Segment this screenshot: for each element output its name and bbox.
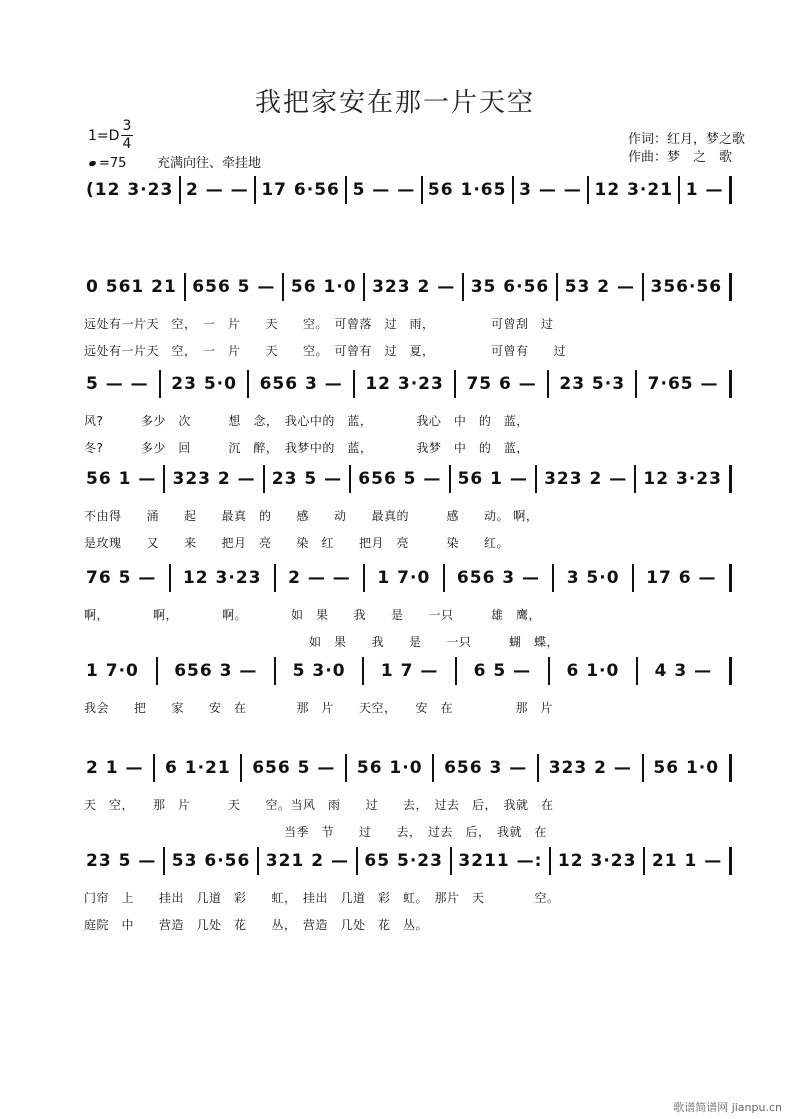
measure: 56 1·0: [290, 277, 357, 297]
measure: 0 561 21: [86, 277, 177, 297]
barline: [642, 273, 644, 301]
measure: 656 5 —: [252, 758, 336, 778]
measure: 656 3 —: [174, 661, 258, 681]
barline: [349, 465, 351, 493]
barline: [363, 564, 365, 592]
measure: 1 7 —: [380, 661, 439, 681]
barline: [156, 657, 158, 685]
barline: [535, 465, 537, 493]
barline: [729, 176, 732, 204]
lyric-line: 冬? 多少 回 沉 醉， 我梦中的 蓝， 我梦 中 的 蓝，: [84, 441, 529, 455]
measure: 321 2 —: [265, 851, 349, 871]
measure: 35 6·56: [470, 277, 550, 297]
measure: 1 —: [685, 180, 724, 200]
lyric-line: 当季 节 过 去， 过去 后， 我就 在: [84, 825, 548, 839]
measure: 17 6 —: [646, 568, 717, 588]
barline: [240, 754, 242, 782]
barline: [449, 465, 451, 493]
tempo-value: =75: [99, 156, 127, 171]
measure: 53 2 —: [564, 277, 636, 297]
lyric-line: 庭院 中 营造 几处 花 丛， 营造 几处 花 丛。: [84, 918, 429, 932]
notation-line: [82, 271, 732, 303]
measure: 2 — —: [185, 180, 249, 200]
measure: 56 1·0: [356, 758, 423, 778]
barline: [729, 465, 732, 493]
measure: 323 2 —: [372, 277, 456, 297]
barline: [263, 465, 265, 493]
measure: 12 3·23: [365, 374, 444, 394]
barline: [548, 657, 550, 685]
barline: [462, 273, 464, 301]
time-bottom: 4: [122, 136, 132, 152]
barline: [363, 273, 365, 301]
measure: 23 5·0: [171, 374, 237, 394]
notation-line: [82, 655, 732, 687]
site-watermark: 歌谱简谱网 jianpu.cn: [673, 1101, 782, 1114]
barline: [345, 754, 347, 782]
measure: 76 5 —: [86, 568, 157, 588]
lyricist-credit: 作词：红月，梦之歌: [628, 132, 746, 147]
lyric-line: 门帘 上 挂出 几道 彩 虹， 挂出 几道 彩 虹。 那片 天 空。: [84, 891, 560, 905]
measure: 1 7·0: [377, 568, 431, 588]
barline: [455, 657, 457, 685]
barline: [547, 370, 549, 398]
measure: 5 — —: [352, 180, 416, 200]
barline: [537, 754, 539, 782]
tempo-marking: [89, 156, 126, 171]
measure: 17 6·56: [261, 180, 340, 200]
barline: [421, 176, 423, 204]
barline: [450, 847, 452, 875]
measure: 56 1·65: [427, 180, 507, 200]
lyric-line: 不由得 涌 起 最真 的 感 动 最真的 感 动。 啊，: [84, 509, 539, 523]
measure: 656 3 —: [444, 758, 528, 778]
barline: [432, 754, 434, 782]
measure: 23 5 —: [271, 469, 343, 489]
notation-line: [82, 845, 732, 877]
measure: 7·65 —: [647, 374, 719, 394]
lyric-line: 啊， 啊， 啊。 如 果 我 是 一只 雄 鹰，: [84, 608, 542, 622]
measure: 56 1 —: [86, 469, 157, 489]
barline: [729, 564, 732, 592]
notation-line: [82, 463, 732, 495]
measure: 5 3·0: [292, 661, 346, 681]
measure: 323 2 —: [172, 469, 256, 489]
barline: [642, 754, 644, 782]
lyric-line: 远处有一片天 空， 一 片 天 空。 可曾有 过 夏， 可曾有 过: [84, 344, 567, 358]
barline: [549, 847, 551, 875]
notation-line: [82, 368, 732, 400]
measure: 65 5·23: [364, 851, 443, 871]
barline: [153, 754, 155, 782]
barline: [635, 370, 637, 398]
measure: 6 1·21: [165, 758, 231, 778]
barline: [634, 465, 636, 493]
measure: 3 — —: [519, 180, 582, 200]
barline: [247, 370, 249, 398]
measure: (12 3·23: [86, 180, 174, 200]
barline: [353, 370, 355, 398]
measure: 323 2 —: [548, 758, 632, 778]
barline: [587, 176, 589, 204]
barline: [159, 370, 161, 398]
measure: 1 7·0: [86, 661, 139, 681]
measure: 356·56: [650, 277, 723, 297]
measure: 75 6 —: [466, 374, 537, 394]
lyric-line: 我会 把 家 安 在 那 片 天空， 安 在 那 片: [84, 701, 554, 715]
barline: [184, 273, 186, 301]
barline: [362, 657, 364, 685]
time-top: 3: [122, 118, 132, 134]
barline: [356, 847, 358, 875]
barline: [729, 754, 732, 782]
song-title: 我把家安在那一片天空: [254, 88, 535, 118]
lyric-line: 如 果 我 是 一只 蝴 蝶，: [84, 635, 560, 649]
barline: [729, 847, 732, 875]
measure: 6 1·0: [566, 661, 620, 681]
measure: 21 1 —: [651, 851, 723, 871]
measure: 3211 —:: [458, 851, 543, 871]
barline: [345, 176, 347, 204]
notation-line: [82, 752, 732, 784]
measure: 4 3 —: [654, 661, 713, 681]
barline: [454, 370, 456, 398]
barline: [678, 176, 680, 204]
measure: 12 3·23: [182, 568, 262, 588]
expression-marking: 充满向往、牵挂地: [157, 156, 262, 171]
composer-credit: 作曲：梦 之 歌: [628, 150, 733, 165]
barline: [257, 847, 259, 875]
barline: [163, 847, 165, 875]
barline: [552, 564, 554, 592]
key-signature: 1=D: [88, 128, 120, 144]
barline: [254, 176, 256, 204]
lyric-line: 远处有一片天 空， 一 片 天 空。 可曾落 过 雨， 可曾刮 过: [84, 317, 554, 331]
barline: [274, 564, 276, 592]
barline: [163, 465, 165, 493]
barline: [179, 176, 181, 204]
measure: 323 2 —: [544, 469, 628, 489]
measure: 53 6·56: [171, 851, 251, 871]
measure: 656 3 —: [259, 374, 343, 394]
time-signature: [121, 118, 133, 153]
barline: [282, 273, 284, 301]
measure: 12 3·23: [557, 851, 637, 871]
measure: 23 5·3: [559, 374, 626, 394]
measure: 56 1·0: [653, 758, 720, 778]
measure: 2 — —: [288, 568, 351, 588]
measure: 12 3·21: [594, 180, 674, 200]
barline: [729, 657, 732, 685]
notation-line: [82, 174, 732, 206]
lyric-line: 是玫瑰 又 来 把月 亮 染 红 把月 亮 染 红。: [84, 536, 510, 550]
measure: 6 5 —: [473, 661, 532, 681]
measure: 5 — —: [86, 374, 149, 394]
measure: 3 5·0: [566, 568, 620, 588]
barline: [512, 176, 514, 204]
lyric-line: 风? 多少 次 想 念， 我心中的 蓝， 我心 中 的 蓝，: [84, 414, 529, 428]
quarter-note-icon: [88, 160, 96, 167]
measure: 12 3·23: [643, 469, 722, 489]
barline: [556, 273, 558, 301]
barline: [729, 273, 732, 301]
barline: [643, 847, 645, 875]
barline: [274, 657, 276, 685]
measure: 56 1 —: [457, 469, 528, 489]
measure: 656 5 —: [358, 469, 442, 489]
barline: [443, 564, 445, 592]
barline: [729, 370, 732, 398]
measure: 656 5 —: [192, 277, 276, 297]
barline: [169, 564, 171, 592]
measure: 656 3 —: [456, 568, 541, 588]
notation-line: [82, 562, 732, 594]
barline: [636, 657, 638, 685]
measure: 23 5 —: [86, 851, 157, 871]
measure: 2 1 —: [86, 758, 144, 778]
barline: [632, 564, 634, 592]
lyric-line: 天 空， 那 片 天 空。当风 雨 过 去， 过去 后， 我就 在: [84, 798, 554, 812]
